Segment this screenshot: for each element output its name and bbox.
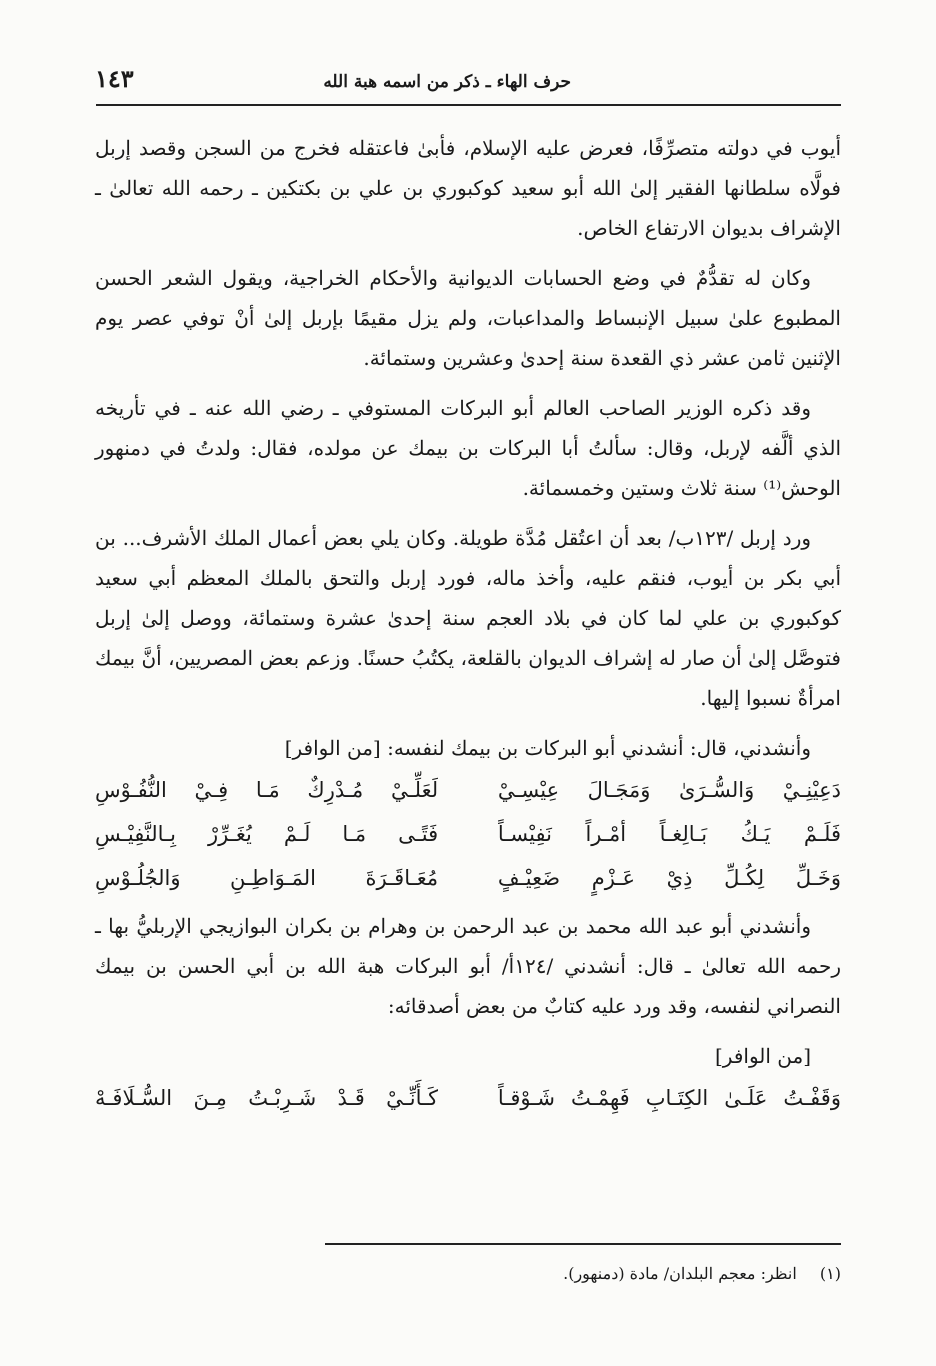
footnote-rule: [325, 1243, 841, 1245]
verse-intro-1: وأنشدني، قال: أنشدني أبو البركات بن بيمك لنفسه: [من الوافر]: [284, 736, 811, 760]
verse-line: [95, 856, 841, 900]
paragraph-3: وقد ذكره الوزير الصاحب العالم أبو البركات المستوفي ـ رضي الله عنه ـ في تأريخه الذي ألَّفه لإربل، وقال: سألتُ أبا البركات بن بيمك عن مولده، فقال: ولدتُ في دمنهور الوحش⁽¹⁾ سنة ثلاث وستين وخمسمائة.: [95, 396, 841, 500]
poem-2: [95, 1076, 841, 1120]
poem-1: [95, 768, 841, 900]
second-hemistich: كَـأَنِّـيْ قَـدْ شَـرِبْـتُ مِـنَ السُّـلَافَـهْ: [95, 1086, 439, 1110]
footnote-text: انظر: معجم البلدان/ مادة (دمنهور).: [563, 1264, 797, 1283]
first-hemistich: وَخَـلِّ لِكُـلِّ ذِيْ عَـزْمٍ ضَعِيْـفٍ: [497, 866, 841, 890]
running-title: حرف الهاء ـ ذكر من اسمه هبة الله: [323, 72, 571, 92]
paragraph-4: ورد إربل /١٢٣ب/ بعد أن اعتُقل مُدَّة طويلة. وكان يلي بعض أعمال الملك الأشرف... بن أبي بكر بن أيوب، فنقم عليه، وأخذ ماله، فورد إربل والتحق بالملك المعظم أبي سعيد كوكبوري بن علي لما كان في بلاد العجم سنة إحدىٰ عشرة وستمائة، ووصل إلىٰ إربل فتوصَّل إلىٰ أن صار له إشراف الديوان بالقلعة، يكتُبُ حسنًا. وزعم بعض المصريين، أنَّ بيمك امرأةٌ نسبوا إليها.: [95, 526, 841, 710]
first-hemistich: دَعِيْنِـيْ وَالسُّـرَىٰ وَمَجَـالَ عِيْسِـيْ: [497, 778, 841, 802]
paragraph-1: أيوب في دولته متصرِّفًا، فعرض عليه الإسلام، فأبىٰ فاعتقله فخرج من السجن وقصد إربل فولَّاه سلطانها الفقير إلىٰ الله أبو سعيد كوكبوري بن علي بن بكتكين ـ رحمه الله تعالىٰ ـ الإشراف بديوان الارتفاع الخاص.: [95, 136, 841, 240]
first-hemistich: وَقَفْـتُ عَلَـىٰ الكِتَـابِ فَهِمْـتُ شَـوْقـاً: [497, 1086, 841, 1110]
meter-label: [من الوافر]: [715, 1044, 812, 1068]
verse-line: [95, 1076, 841, 1120]
second-hemistich: لَعَلِّـيْ مُـدْرِكٌ مَـا فِـيْ النُّفُـوْسِ: [95, 778, 439, 802]
footnote-number: (١): [819, 1264, 841, 1283]
body-text: [95, 128, 841, 1126]
first-hemistich: فَلَـمْ يَـكُ بَـالِغـاً أمْـراً نَفِيْسـاً: [497, 822, 841, 846]
verse-intro-2: وأنشدني أبو عبد الله محمد بن عبد الرحمن بن وهرام بن بكران البوازيجي الإربليُّ بها ـ رحمه الله تعالىٰ ـ قال: أنشدني /١٢٤أ/ أبو البركات هبة الله بن أبي الحسن بن بيمك النصراني لنفسه، وقد ورد عليه كتابٌ من بعض أصدقائه:: [95, 914, 842, 1018]
footnote: [563, 1264, 841, 1283]
second-hemistich: مُعَـاقَـرَةَ المَـوَاطِـنِ وَالجُلُـوْسِ: [95, 866, 439, 890]
paragraph-2: وكان له تقدُّمٌ في وضع الحسابات الديوانية والأحكام الخراجية، ويقول الشعر الحسن المطبوع علىٰ سبيل الإنبساط والمداعبات، ولم يزل مقيمًا بإربل إلىٰ أنْ توفي عصر يوم الإثنين ثامن عشر ذي القعدة سنة إحدىٰ وعشرين وستمائة.: [95, 266, 841, 370]
page-number: ١٤٣: [95, 64, 134, 93]
verse-line: [95, 768, 841, 812]
header-rule: [96, 104, 841, 106]
page-header: [95, 62, 841, 102]
second-hemistich: فَتًـى مَـا لَـمْ يُغَـرِّرْ بِـالنَّفِيْـسِ: [95, 822, 439, 846]
verse-line: [95, 812, 841, 856]
